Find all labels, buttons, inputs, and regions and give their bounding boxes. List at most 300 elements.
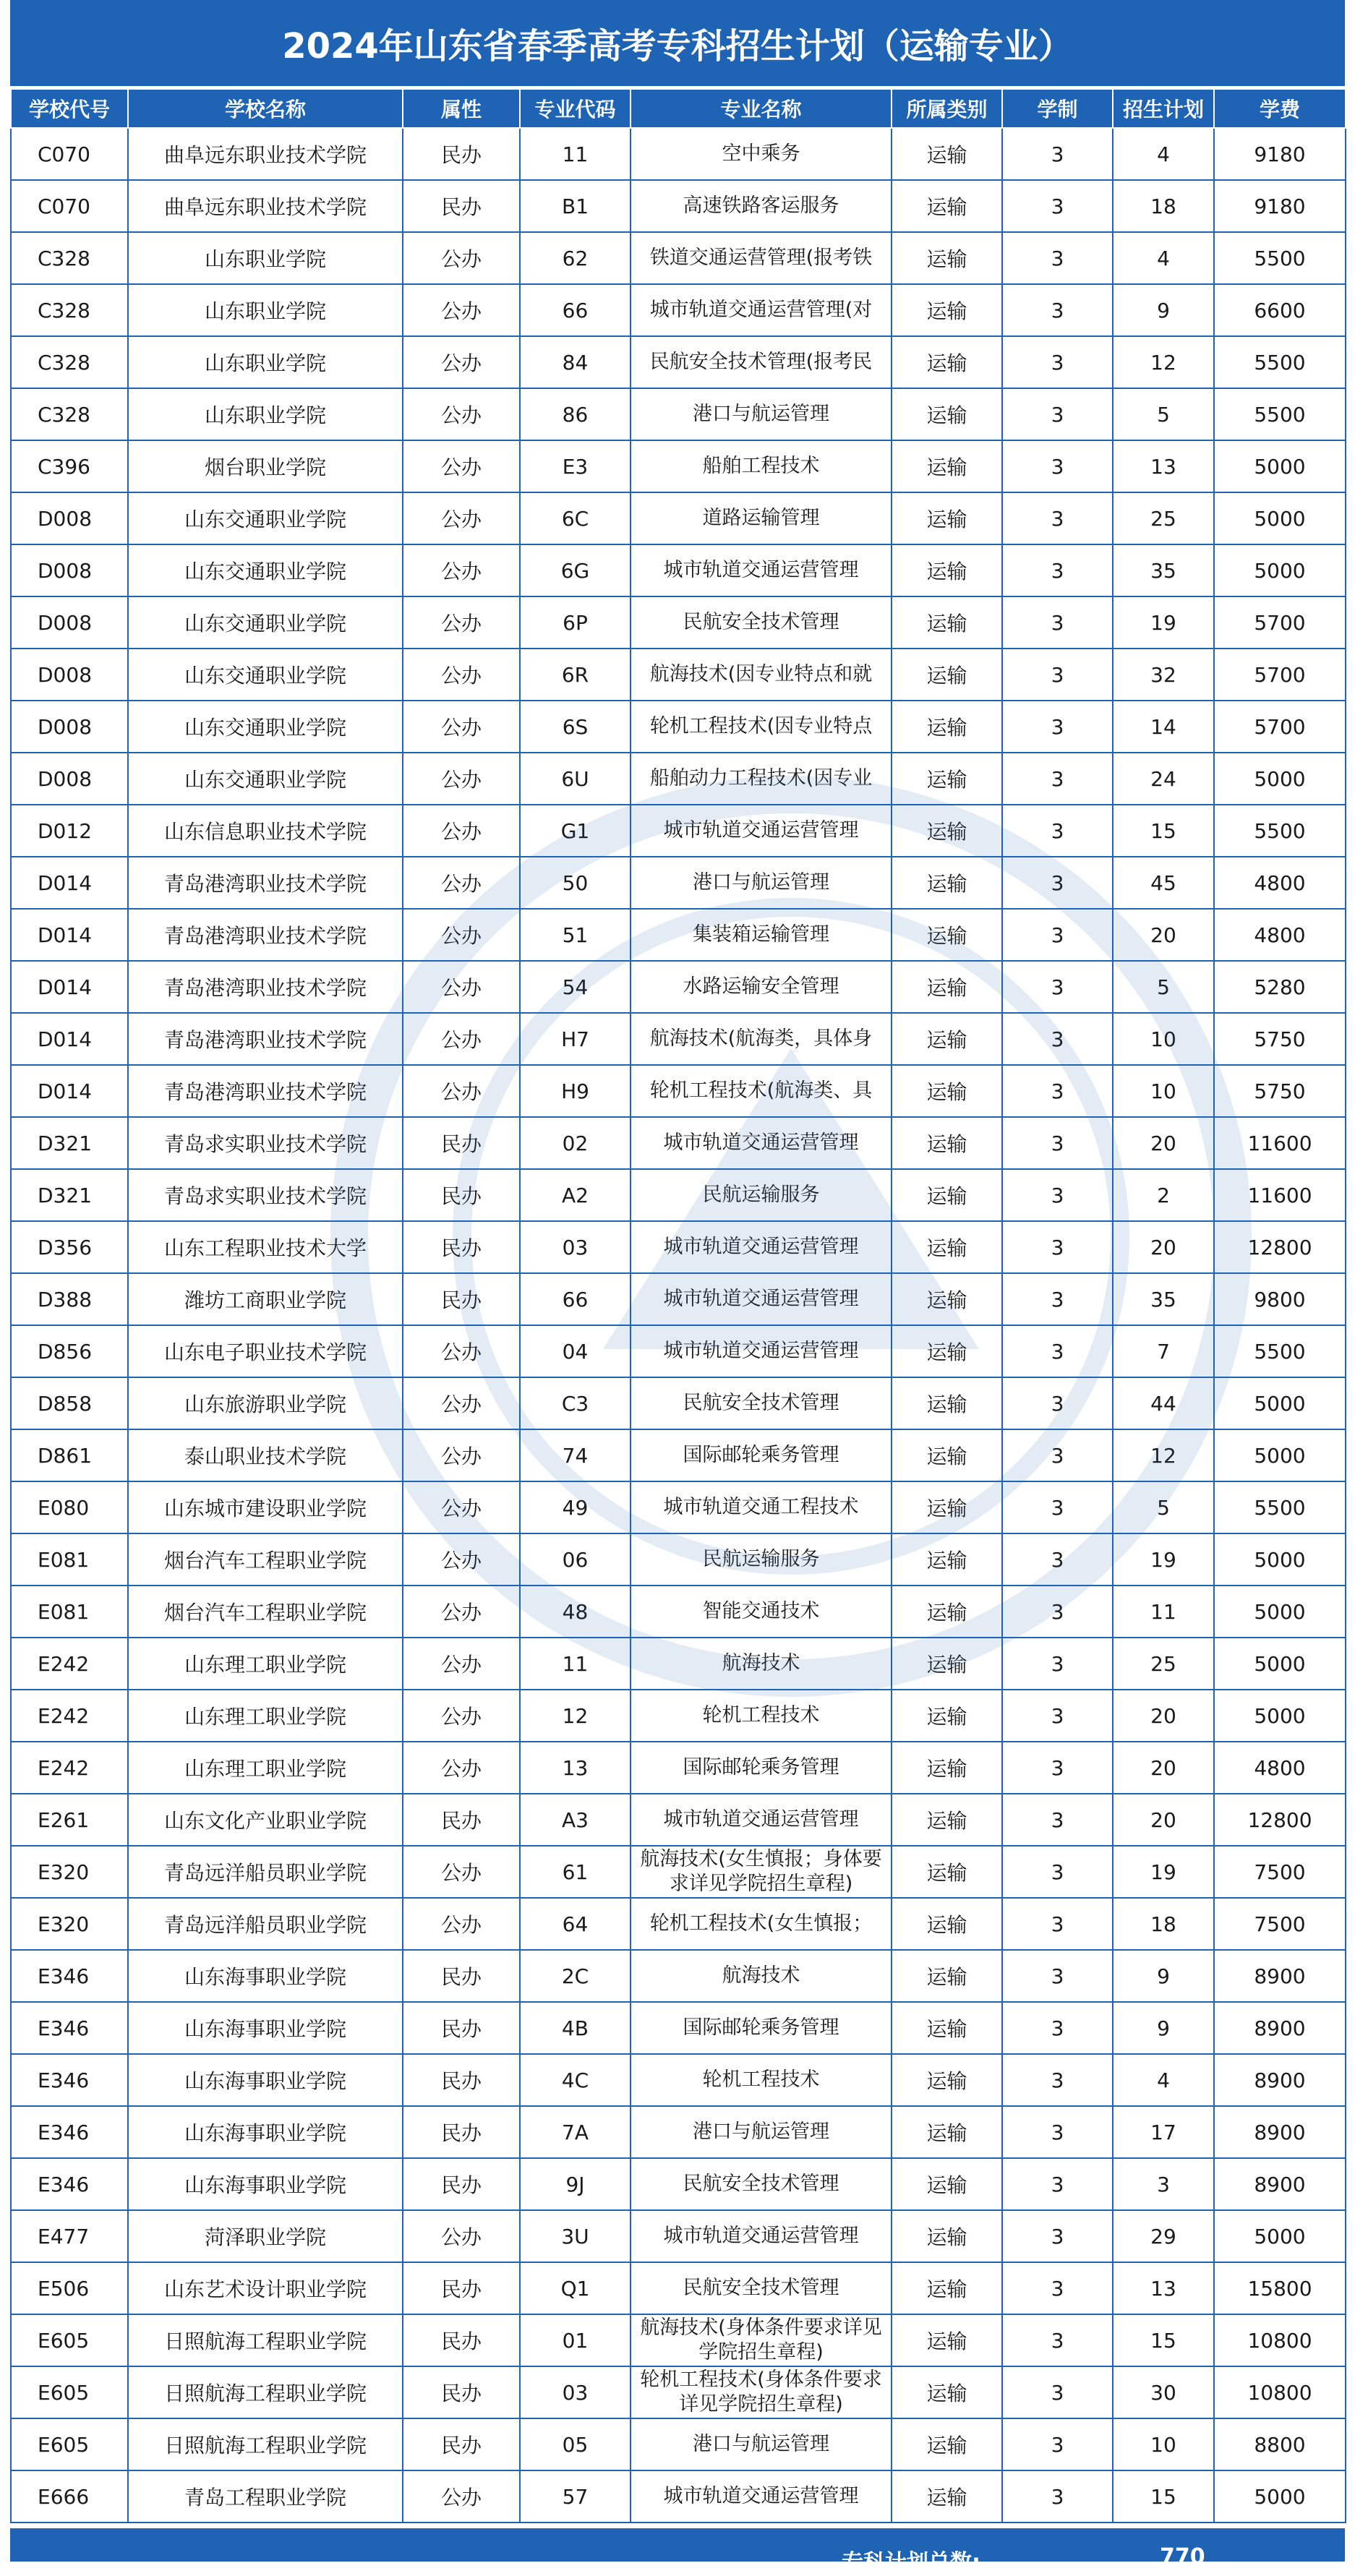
cell-major-name	[631, 2158, 892, 2210]
cell-duration: 3	[1002, 2106, 1113, 2158]
cell-tuition: 9800	[1214, 1273, 1346, 1325]
cell-tuition: 5000	[1214, 1690, 1346, 1742]
cell-ownership: 公办	[403, 1429, 520, 1481]
cell-tuition: 5500	[1214, 336, 1346, 388]
cell-school-name: 山东海事职业学院	[128, 2158, 403, 2210]
cell-duration: 3	[1002, 232, 1113, 284]
cell-duration: 3	[1002, 2210, 1113, 2262]
major-name-text: 城市轨道交通运营管理	[663, 2485, 859, 2507]
cell-quota: 17	[1113, 2106, 1214, 2158]
cell-major-name	[631, 1169, 892, 1221]
cell-major-code: A3	[520, 1794, 631, 1846]
cell-major-code: B1	[520, 180, 631, 232]
cell-duration: 3	[1002, 2366, 1113, 2418]
cell-tuition: 11600	[1214, 1117, 1346, 1169]
cell-major-code: C3	[520, 1377, 631, 1429]
cell-major-code: 13	[520, 1742, 631, 1794]
cell-school-code: D321	[11, 1169, 128, 1221]
table-row	[11, 2054, 1346, 2106]
major-name-text: 航海技术(身体条件要求详见学院招生章程)	[640, 2316, 882, 2363]
cell-major-name	[631, 1586, 892, 1638]
cell-school-name: 青岛港湾职业技术学院	[128, 857, 403, 909]
cell-quota: 18	[1113, 1898, 1214, 1950]
cell-major-code: 61	[520, 1846, 631, 1898]
cell-quota: 15	[1113, 805, 1214, 857]
cell-major-name	[631, 2210, 892, 2262]
table-row	[11, 2470, 1346, 2522]
cell-duration: 3	[1002, 1742, 1113, 1794]
table-row	[11, 857, 1346, 909]
cell-school-name: 山东职业学院	[128, 336, 403, 388]
table-row	[11, 1533, 1346, 1586]
cell-major-code: 12	[520, 1690, 631, 1742]
cell-ownership: 民办	[403, 2314, 520, 2366]
cell-duration: 3	[1002, 1586, 1113, 1638]
cell-major-code: 02	[520, 1117, 631, 1169]
cell-school-name: 曲阜远东职业技术学院	[128, 128, 403, 180]
table-row	[11, 909, 1346, 961]
cell-school-name: 山东交通职业学院	[128, 596, 403, 649]
cell-major-name	[631, 1481, 892, 1533]
cell-school-name: 山东交通职业学院	[128, 753, 403, 805]
cell-ownership: 公办	[403, 1065, 520, 1117]
cell-duration: 3	[1002, 1169, 1113, 1221]
cell-category: 运输	[892, 1898, 1002, 1950]
cell-school-code: E242	[11, 1638, 128, 1690]
cell-duration: 3	[1002, 1065, 1113, 1117]
cell-quota: 20	[1113, 1690, 1214, 1742]
cell-category: 运输	[892, 2210, 1002, 2262]
cell-tuition: 15800	[1214, 2262, 1346, 2314]
major-name-text: 船舶工程技术	[702, 455, 820, 477]
cell-major-code: 6S	[520, 701, 631, 753]
cell-school-code: D008	[11, 701, 128, 753]
cell-tuition: 8900	[1214, 2158, 1346, 2210]
cell-quota: 19	[1113, 596, 1214, 649]
cell-major-code: 6C	[520, 492, 631, 544]
cell-quota: 20	[1113, 1742, 1214, 1794]
cell-major-name	[631, 649, 892, 701]
cell-ownership: 民办	[403, 180, 520, 232]
major-name-text: 空中乘务	[722, 142, 800, 165]
cell-school-code: D858	[11, 1377, 128, 1429]
cell-quota: 20	[1113, 1221, 1214, 1273]
table-body	[11, 128, 1346, 2522]
cell-duration: 3	[1002, 1013, 1113, 1065]
cell-tuition: 5000	[1214, 492, 1346, 544]
table-row	[11, 232, 1346, 284]
cell-ownership: 民办	[403, 2158, 520, 2210]
cell-ownership: 公办	[403, 1325, 520, 1377]
major-name-text: 民航运输服务	[702, 1184, 820, 1206]
major-name-text: 智能交通技术	[702, 1600, 820, 1622]
table-row	[11, 1950, 1346, 2002]
cell-quota: 15	[1113, 2314, 1214, 2366]
major-name-text: 水路运输安全管理	[683, 975, 839, 998]
cell-tuition: 8900	[1214, 2106, 1346, 2158]
cell-duration: 3	[1002, 961, 1113, 1013]
cell-major-name	[631, 2054, 892, 2106]
cell-category: 运输	[892, 1273, 1002, 1325]
cell-tuition: 5500	[1214, 232, 1346, 284]
cell-school-name: 曲阜远东职业技术学院	[128, 180, 403, 232]
cell-major-code: 4C	[520, 2054, 631, 2106]
cell-school-name: 山东理工职业学院	[128, 1690, 403, 1742]
major-name-text: 轮机工程技术	[702, 2068, 820, 2091]
cell-duration: 3	[1002, 649, 1113, 701]
cell-quota: 15	[1113, 2470, 1214, 2522]
cell-ownership: 公办	[403, 649, 520, 701]
cell-major-name	[631, 596, 892, 649]
major-name-text: 民航安全技术管理	[683, 611, 839, 633]
cell-major-code: 11	[520, 1638, 631, 1690]
cell-major-name	[631, 2470, 892, 2522]
table-row	[11, 1221, 1346, 1273]
cell-duration: 3	[1002, 1638, 1113, 1690]
cell-school-code: E346	[11, 2002, 128, 2054]
cell-quota: 44	[1113, 1377, 1214, 1429]
cell-major-code: 66	[520, 284, 631, 336]
cell-major-name	[631, 857, 892, 909]
cell-major-name	[631, 336, 892, 388]
cell-duration: 3	[1002, 1481, 1113, 1533]
cell-quota: 25	[1113, 492, 1214, 544]
cell-school-code: E477	[11, 2210, 128, 2262]
cell-ownership: 民办	[403, 128, 520, 180]
cell-school-name: 山东交通职业学院	[128, 544, 403, 596]
cell-major-code: 57	[520, 2470, 631, 2522]
cell-major-name	[631, 232, 892, 284]
cell-quota: 14	[1113, 701, 1214, 753]
cell-major-name	[631, 961, 892, 1013]
cell-ownership: 民办	[403, 2054, 520, 2106]
major-name-text: 港口与航运管理	[693, 403, 829, 425]
cell-major-code: 6R	[520, 649, 631, 701]
cell-category: 运输	[892, 805, 1002, 857]
table-row	[11, 1481, 1346, 1533]
cell-school-code: D008	[11, 544, 128, 596]
cell-duration: 3	[1002, 1221, 1113, 1273]
cell-duration: 3	[1002, 909, 1113, 961]
cell-quota: 25	[1113, 1638, 1214, 1690]
cell-quota: 2	[1113, 1169, 1214, 1221]
cell-ownership: 公办	[403, 284, 520, 336]
cell-duration: 3	[1002, 2314, 1113, 2366]
cell-school-name: 山东职业学院	[128, 232, 403, 284]
cell-category: 运输	[892, 1690, 1002, 1742]
cell-school-name: 潍坊工商职业学院	[128, 1273, 403, 1325]
cell-tuition: 5000	[1214, 1638, 1346, 1690]
table-row	[11, 440, 1346, 492]
cell-category: 运输	[892, 2418, 1002, 2470]
major-name-text: 轮机工程技术(航海类、具	[649, 1079, 873, 1102]
major-name-text: 民航安全技术管理	[683, 1392, 839, 1414]
cell-category: 运输	[892, 1377, 1002, 1429]
cell-quota: 35	[1113, 1273, 1214, 1325]
cell-major-code: 9J	[520, 2158, 631, 2210]
cell-ownership: 公办	[403, 596, 520, 649]
cell-major-name	[631, 1273, 892, 1325]
cell-category: 运输	[892, 1013, 1002, 1065]
major-name-text: 民航安全技术管理(报考民	[649, 351, 873, 373]
cell-quota: 5	[1113, 388, 1214, 440]
cell-quota: 19	[1113, 1846, 1214, 1898]
cell-ownership: 民办	[403, 2366, 520, 2418]
cell-category: 运输	[892, 180, 1002, 232]
cell-quota: 10	[1113, 2418, 1214, 2470]
cell-school-name: 烟台汽车工程职业学院	[128, 1533, 403, 1586]
cell-category: 运输	[892, 1481, 1002, 1533]
cell-category: 运输	[892, 284, 1002, 336]
cell-tuition: 8900	[1214, 2054, 1346, 2106]
cell-category: 运输	[892, 701, 1002, 753]
cell-category: 运输	[892, 2262, 1002, 2314]
table-row	[11, 1325, 1346, 1377]
cell-school-name: 泰山职业技术学院	[128, 1429, 403, 1481]
table-row	[11, 284, 1346, 336]
header-tuition: 学费	[1214, 89, 1346, 128]
table-row	[11, 1273, 1346, 1325]
cell-major-code: Q1	[520, 2262, 631, 2314]
cell-school-name: 山东工程职业技术大学	[128, 1221, 403, 1273]
cell-tuition: 12800	[1214, 1221, 1346, 1273]
cell-ownership: 公办	[403, 1586, 520, 1638]
cell-quota: 20	[1113, 909, 1214, 961]
cell-school-code: C328	[11, 388, 128, 440]
cell-major-code: 74	[520, 1429, 631, 1481]
major-name-text: 城市轨道交通运营管理	[663, 1340, 859, 1362]
cell-school-code: C328	[11, 284, 128, 336]
cell-tuition: 8900	[1214, 2002, 1346, 2054]
cell-school-code: D861	[11, 1429, 128, 1481]
cell-school-name: 青岛远洋船员职业学院	[128, 1898, 403, 1950]
cell-category: 运输	[892, 544, 1002, 596]
cell-major-code: H9	[520, 1065, 631, 1117]
cell-category: 运输	[892, 2366, 1002, 2418]
major-name-text: 国际邮轮乘务管理	[683, 1444, 839, 1466]
cell-ownership: 公办	[403, 1638, 520, 1690]
table-row	[11, 1117, 1346, 1169]
cell-category: 运输	[892, 2002, 1002, 2054]
cell-school-code: E081	[11, 1586, 128, 1638]
cell-tuition: 11600	[1214, 1169, 1346, 1221]
cell-school-code: D014	[11, 1013, 128, 1065]
cell-tuition: 5700	[1214, 701, 1346, 753]
header-major-name: 专业名称	[631, 89, 892, 128]
cell-tuition: 4800	[1214, 1742, 1346, 1794]
major-name-text: 城市轨道交通运营管理	[663, 2225, 859, 2247]
cell-duration: 3	[1002, 2158, 1113, 2210]
cell-major-code: 6P	[520, 596, 631, 649]
major-name-text: 航海技术(因专业特点和就	[649, 663, 873, 685]
cell-category: 运输	[892, 336, 1002, 388]
cell-major-name	[631, 1221, 892, 1273]
cell-category: 运输	[892, 1429, 1002, 1481]
cell-major-code: 03	[520, 2366, 631, 2418]
cell-major-name	[631, 1325, 892, 1377]
cell-tuition: 5000	[1214, 1586, 1346, 1638]
cell-school-code: E666	[11, 2470, 128, 2522]
cell-duration: 3	[1002, 544, 1113, 596]
cell-school-code: E346	[11, 1950, 128, 2002]
cell-major-code: 6G	[520, 544, 631, 596]
cell-ownership: 公办	[403, 1898, 520, 1950]
cell-tuition: 12800	[1214, 1794, 1346, 1846]
cell-category: 运输	[892, 2106, 1002, 2158]
header-major-code: 专业代码	[520, 89, 631, 128]
cell-school-name: 烟台职业学院	[128, 440, 403, 492]
cell-major-code: 7A	[520, 2106, 631, 2158]
cell-tuition: 5700	[1214, 649, 1346, 701]
cell-school-code: D014	[11, 909, 128, 961]
major-name-text: 国际邮轮乘务管理	[683, 2016, 839, 2039]
table-row	[11, 1377, 1346, 1429]
cell-duration: 3	[1002, 2002, 1113, 2054]
table-row	[11, 2366, 1346, 2418]
cell-duration: 3	[1002, 284, 1113, 336]
table-row	[11, 1846, 1346, 1898]
footer-total-value: 770	[1160, 2544, 1205, 2569]
cell-major-name	[631, 1950, 892, 2002]
cell-major-code: 01	[520, 2314, 631, 2366]
cell-school-code: C396	[11, 440, 128, 492]
cell-category: 运输	[892, 1117, 1002, 1169]
table-row	[11, 2106, 1346, 2158]
cell-major-name	[631, 2262, 892, 2314]
cell-category: 运输	[892, 1221, 1002, 1273]
cell-duration: 3	[1002, 1273, 1113, 1325]
major-name-text: 航海技术	[722, 1652, 800, 1674]
cell-major-name	[631, 1742, 892, 1794]
cell-school-code: D856	[11, 1325, 128, 1377]
cell-tuition: 5000	[1214, 1533, 1346, 1586]
cell-duration: 3	[1002, 1846, 1113, 1898]
table-row	[11, 1065, 1346, 1117]
cell-major-name	[631, 2418, 892, 2470]
cell-category: 运输	[892, 388, 1002, 440]
major-name-text: 民航安全技术管理	[683, 2173, 839, 2195]
cell-category: 运输	[892, 1638, 1002, 1690]
cell-ownership: 公办	[403, 1690, 520, 1742]
cell-school-code: E261	[11, 1794, 128, 1846]
cell-school-name: 日照航海工程职业学院	[128, 2418, 403, 2470]
cell-school-code: E242	[11, 1742, 128, 1794]
cell-duration: 3	[1002, 596, 1113, 649]
cell-ownership: 公办	[403, 1846, 520, 1898]
cell-ownership: 公办	[403, 961, 520, 1013]
cell-quota: 24	[1113, 753, 1214, 805]
cell-school-name: 山东理工职业学院	[128, 1638, 403, 1690]
cell-duration: 3	[1002, 1117, 1113, 1169]
cell-ownership: 公办	[403, 492, 520, 544]
cell-ownership: 公办	[403, 544, 520, 596]
table-row	[11, 596, 1346, 649]
cell-quota: 32	[1113, 649, 1214, 701]
cell-category: 运输	[892, 961, 1002, 1013]
cell-duration: 3	[1002, 805, 1113, 857]
table-row	[11, 1898, 1346, 1950]
table-row	[11, 128, 1346, 180]
major-name-text: 船舶动力工程技术(因专业	[649, 767, 873, 790]
cell-tuition: 4800	[1214, 909, 1346, 961]
major-name-text: 城市轨道交通运营管理(对	[649, 299, 873, 321]
cell-duration: 3	[1002, 701, 1113, 753]
cell-category: 运输	[892, 857, 1002, 909]
cell-school-code: E242	[11, 1690, 128, 1742]
cell-major-code: 4B	[520, 2002, 631, 2054]
cell-school-name: 青岛港湾职业技术学院	[128, 1013, 403, 1065]
table-row	[11, 2314, 1346, 2366]
table-row	[11, 1586, 1346, 1638]
cell-school-name: 山东理工职业学院	[128, 1742, 403, 1794]
cell-major-name	[631, 2106, 892, 2158]
cell-major-name	[631, 2366, 892, 2418]
cell-major-code: 2C	[520, 1950, 631, 2002]
cell-school-code: D014	[11, 961, 128, 1013]
cell-school-name: 山东海事职业学院	[128, 1950, 403, 2002]
cell-ownership: 民办	[403, 1273, 520, 1325]
cell-quota: 5	[1113, 961, 1214, 1013]
cell-school-code: E080	[11, 1481, 128, 1533]
cell-major-name	[631, 1638, 892, 1690]
table-row	[11, 1690, 1346, 1742]
cell-school-name: 山东交通职业学院	[128, 701, 403, 753]
cell-major-name	[631, 1065, 892, 1117]
cell-quota: 10	[1113, 1065, 1214, 1117]
cell-quota: 45	[1113, 857, 1214, 909]
cell-school-name: 青岛求实职业技术学院	[128, 1117, 403, 1169]
cell-ownership: 公办	[403, 1742, 520, 1794]
cell-major-name	[631, 492, 892, 544]
cell-quota: 13	[1113, 440, 1214, 492]
header-ownership: 属性	[403, 89, 520, 128]
cell-tuition: 5280	[1214, 961, 1346, 1013]
enrollment-table	[10, 88, 1346, 2523]
cell-major-name	[631, 1898, 892, 1950]
cell-major-name	[631, 1690, 892, 1742]
cell-major-name	[631, 440, 892, 492]
cell-duration: 3	[1002, 388, 1113, 440]
cell-tuition: 6600	[1214, 284, 1346, 336]
cell-school-name: 青岛远洋船员职业学院	[128, 1846, 403, 1898]
cell-major-code: 6U	[520, 753, 631, 805]
cell-tuition: 10800	[1214, 2366, 1346, 2418]
cell-quota: 4	[1113, 128, 1214, 180]
cell-major-name	[631, 753, 892, 805]
table-row	[11, 1794, 1346, 1846]
major-name-text: 城市轨道交通运营管理	[663, 1288, 859, 1310]
cell-duration: 3	[1002, 1533, 1113, 1586]
cell-school-code: E081	[11, 1533, 128, 1586]
cell-major-name	[631, 2314, 892, 2366]
cell-tuition: 8900	[1214, 1950, 1346, 2002]
cell-major-name	[631, 2002, 892, 2054]
table-row	[11, 2210, 1346, 2262]
cell-duration: 3	[1002, 1377, 1113, 1429]
cell-quota: 9	[1113, 2002, 1214, 2054]
cell-quota: 30	[1113, 2366, 1214, 2418]
cell-major-code: 49	[520, 1481, 631, 1533]
cell-category: 运输	[892, 1846, 1002, 1898]
major-name-text: 轮机工程技术(女生慎报；	[649, 1912, 873, 1935]
header-duration: 学制	[1002, 89, 1113, 128]
cell-category: 运输	[892, 232, 1002, 284]
footer-total-label: 专科计划总数:	[842, 2550, 980, 2575]
table-row	[11, 2002, 1346, 2054]
cell-tuition: 7500	[1214, 1898, 1346, 1950]
footer-total-bar	[10, 2528, 1345, 2575]
cell-tuition: 5000	[1214, 1377, 1346, 1429]
